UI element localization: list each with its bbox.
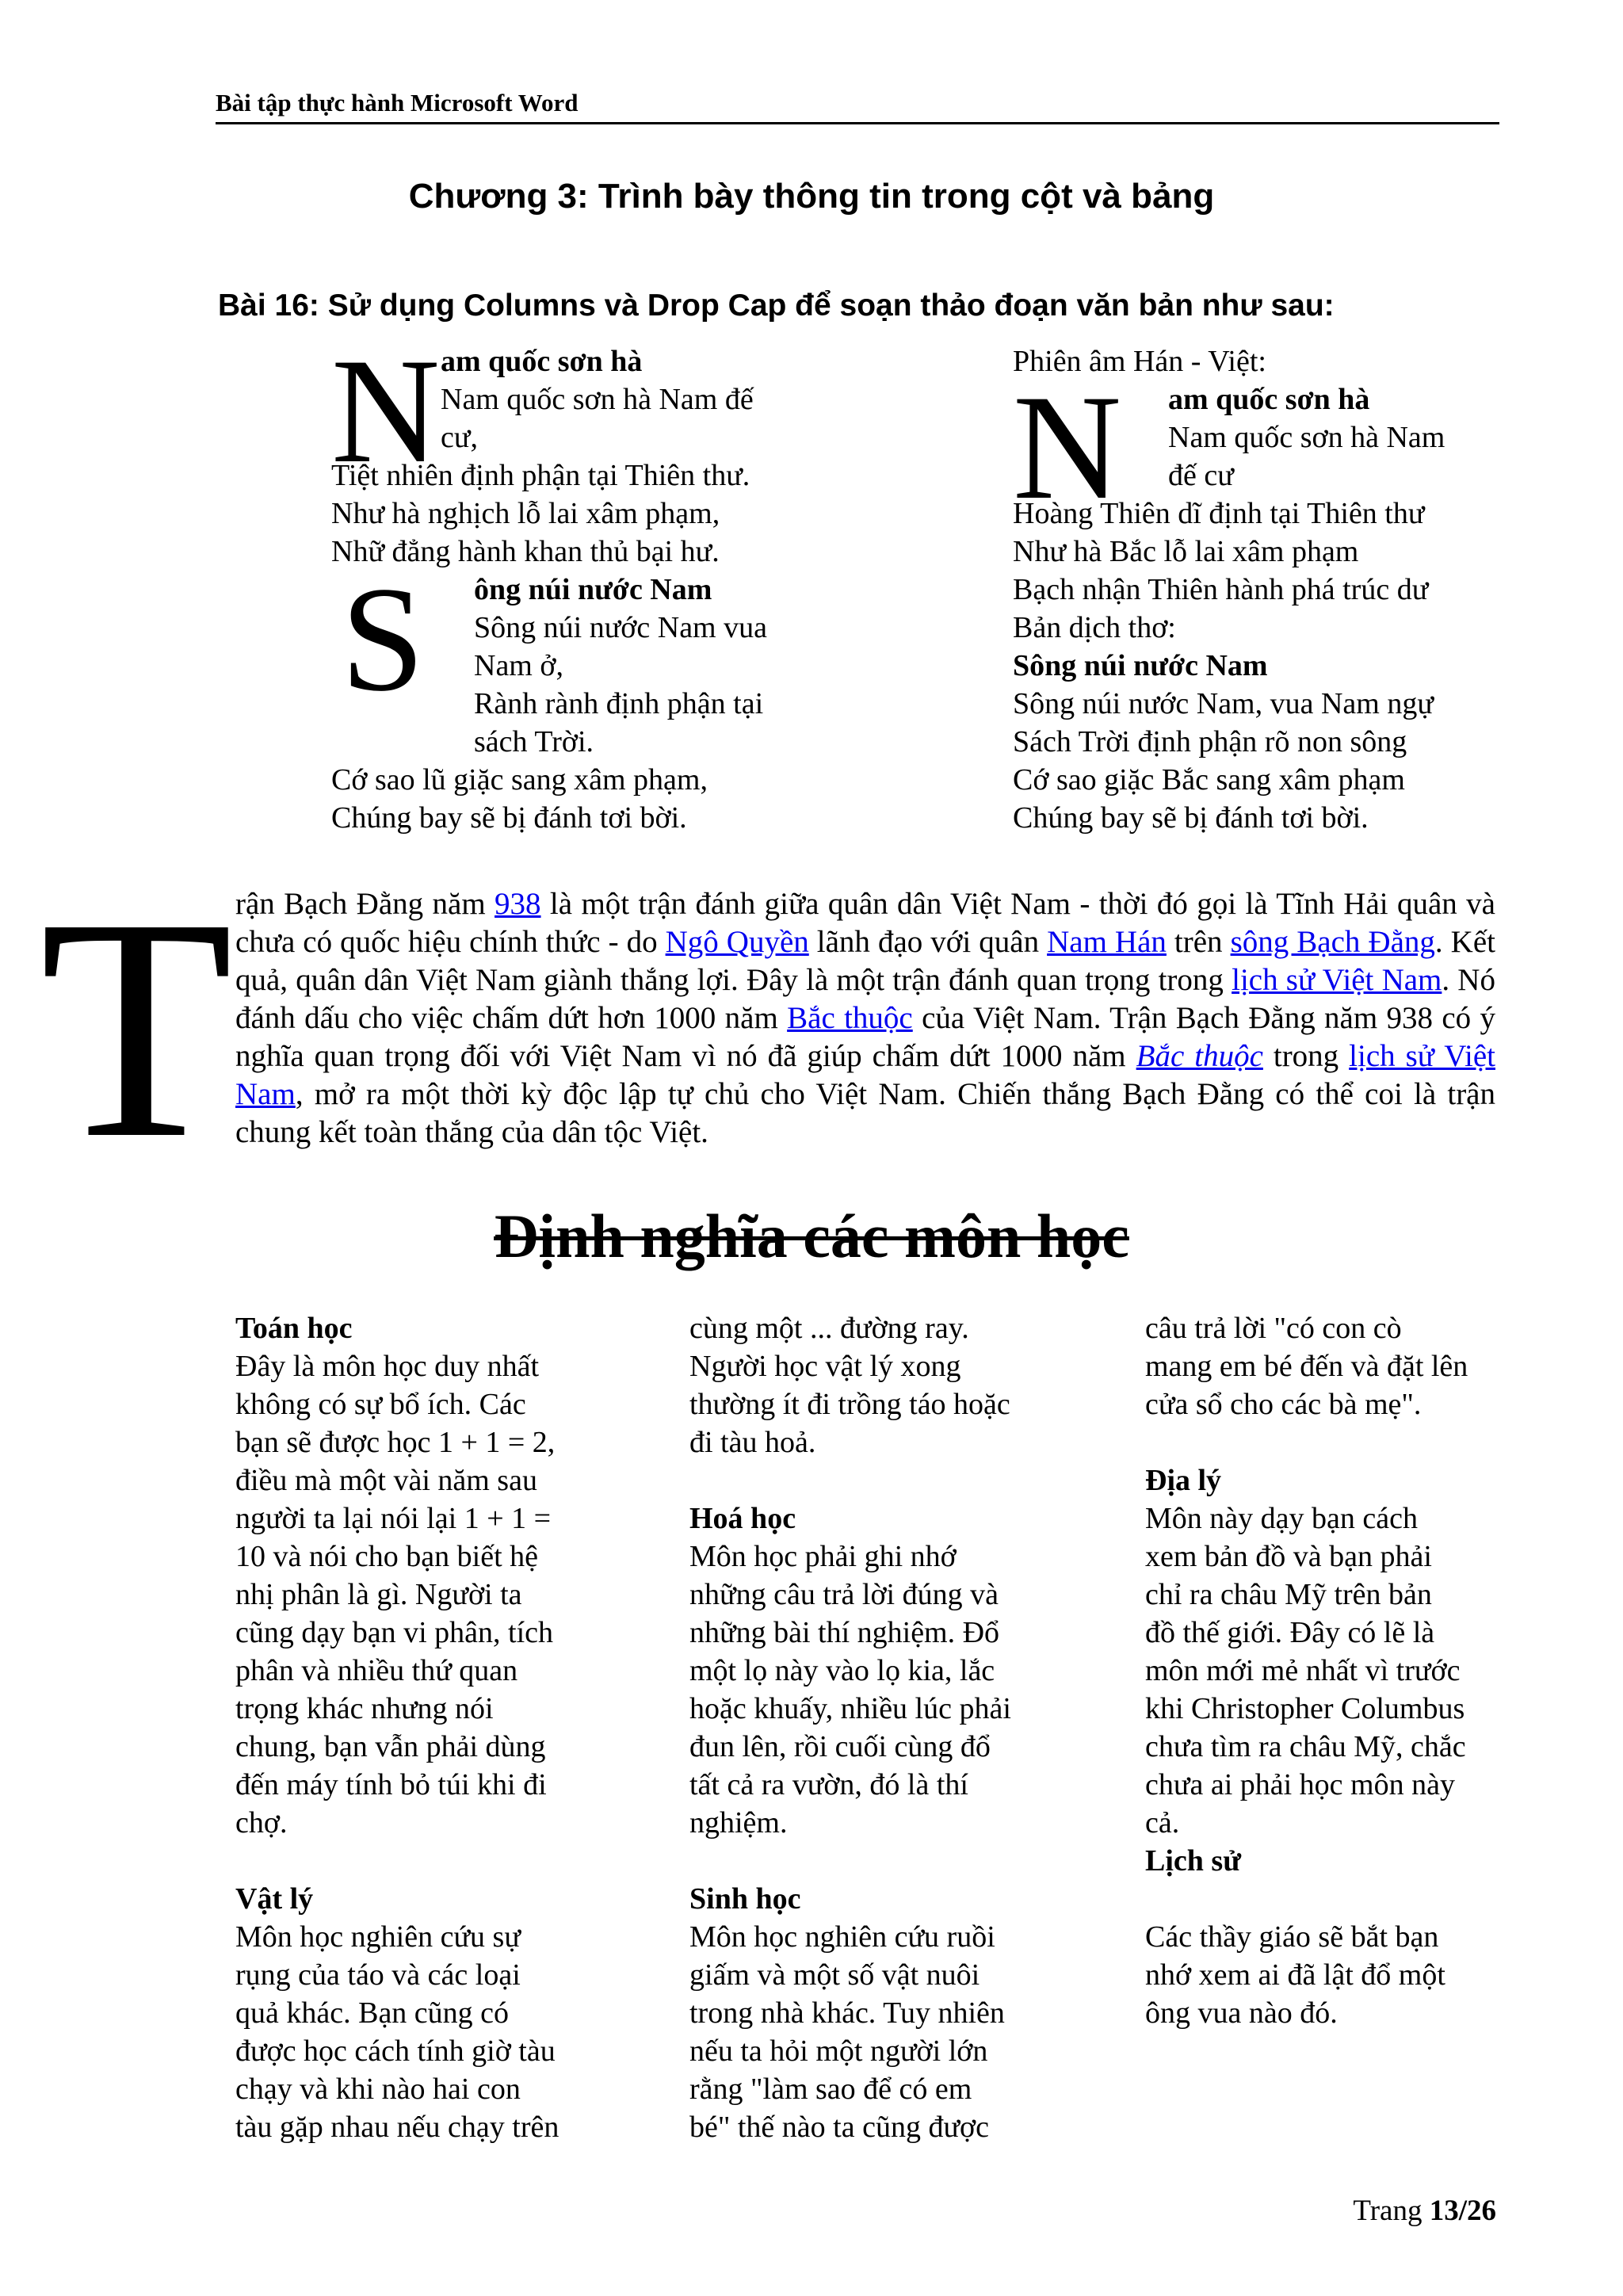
subject-text-line: nghiệm.	[689, 1806, 788, 1839]
subject-text-line: câu trả lời "có con cò	[1145, 1312, 1402, 1345]
para-text: trong	[1262, 1039, 1350, 1073]
subject-text-line: không có sự bổ ích. Các	[235, 1388, 526, 1421]
link-ngo-quyen[interactable]: Ngô Quyền	[665, 925, 809, 959]
poem-line: Bạch nhận Thiên hành phá trúc dư	[1013, 573, 1429, 606]
subject-text-line: nếu ta hỏi một người lớn	[689, 2034, 988, 2068]
poem-line: Nhữ đẳng hành khan thủ bại hư.	[331, 535, 720, 568]
subject-text-line: quả khác. Bạn cũng có	[235, 1996, 510, 2030]
subject-text-line: Đây là môn học duy nhất	[235, 1350, 540, 1383]
subject-text-line: thường ít đi trồng táo hoặc	[689, 1388, 1010, 1421]
link-938[interactable]: 938	[495, 887, 541, 921]
subject-text-line: Môn học nghiên cứu ruồi	[689, 1920, 995, 1954]
subjects-column-1	[235, 1309, 632, 2146]
subject-text-line: cả.	[1145, 1806, 1180, 1839]
link-nam-han[interactable]: Nam Hán	[1047, 925, 1167, 959]
subject-text-line: 10 và nói cho bạn biết hệ	[235, 1540, 539, 1573]
poem-line: Hoàng Thiên dĩ định tại Thiên thư	[1013, 497, 1425, 530]
subject-text-line: trong nhà khác. Tuy nhiên	[689, 1996, 1005, 2030]
poem-left-stanza1	[331, 328, 823, 533]
poem-line: Sách Trời định phận rõ non sông	[1013, 725, 1407, 758]
dropcap-n-left: N	[331, 328, 441, 495]
page-header	[216, 86, 1499, 124]
para-text: rận Bạch Đằng năm	[235, 887, 495, 921]
poem-left-title-2: ông núi nước Nam	[474, 573, 712, 606]
page-number: 13/26	[1429, 2195, 1496, 2227]
subject-text-line: Môn này dạy bạn cách	[1145, 1502, 1418, 1535]
poem-line: Chúng bay sẽ bị đánh tơi bời.	[331, 801, 687, 835]
subject-text-line: tất cả ra vườn, đó là thí	[689, 1768, 968, 1801]
subject-text-line: điều mà một vài năm sau	[235, 1464, 537, 1497]
para-text: của Việt Nam. Trận Bạch Đằng năm 938 có ý nghĩa quan trọng đối với Việt Nam vì nó đã giúp chấm dứt 1000 năm	[235, 1001, 1496, 1073]
subject-text-line: những câu trả lời đúng và	[689, 1578, 999, 1611]
link-song-bach-dang[interactable]: sông Bạch Đằng	[1230, 925, 1435, 959]
subject-text-line: Các thầy giáo sẽ bắt bạn	[1145, 1920, 1439, 1954]
blank-line	[689, 1842, 1086, 1880]
poem-line: Như hà Bắc lỗ lai xâm phạm	[1013, 535, 1359, 568]
subject-text-line: chạy và khi nào hai con	[235, 2073, 521, 2106]
subject-text-line: Môn học phải ghi nhớ	[689, 1540, 957, 1573]
subject-text-line: những bài thí nghiệm. Đổ	[689, 1616, 1000, 1649]
subject-text-line: chưa tìm ra châu Mỹ, chắc	[1145, 1730, 1466, 1763]
poem-line: Cớ sao giặc Bắc sang xâm phạm	[1013, 763, 1405, 797]
chapter-title: Chương 3: Trình bày thông tin trong cột và bảng	[408, 177, 1215, 216]
subject-text-line: một lọ này vào lọ kia, lắc	[689, 1654, 995, 1687]
subject-text-line: cũng dạy bạn vi phân, tích	[235, 1616, 554, 1649]
poem-line: cư,	[441, 421, 478, 454]
blank-line	[689, 1461, 1086, 1499]
para-text: , mở ra một thời kỳ độc lập tự chủ cho Việt Nam. Chiến thắng Bạch Đằng có thể coi là trận chung kết toàn thắng của dân tộc Việt.	[235, 1077, 1495, 1149]
subject-text-line: rằng "làm sao để có em	[689, 2073, 972, 2106]
subject-text-line: tàu gặp nhau nếu chạy trên	[235, 2111, 559, 2144]
subject-text-line: giấm và một số vật nuôi	[689, 1958, 980, 1992]
link-lich-su-viet-nam[interactable]: lịch sử Việt Nam	[1232, 963, 1442, 997]
history-paragraph	[235, 885, 1495, 1152]
poem-line: Cớ sao lũ giặc sang xâm phạm,	[331, 763, 708, 797]
blank-line	[235, 1842, 632, 1880]
translation-title: Sông núi nước Nam	[1013, 649, 1268, 682]
subject-text-line: bạn sẽ được học 1 + 1 = 2,	[235, 1426, 556, 1459]
subject-text-line: chợ.	[235, 1806, 288, 1839]
subject-text-line: môn mới mẻ nhất vì trước	[1145, 1654, 1461, 1687]
poem-line: Như hà nghịch lỗ lai xâm phạm,	[331, 497, 720, 530]
subject-text-line: người ta lại nói lại 1 + 1 =	[235, 1502, 552, 1535]
footer-prefix: Trang	[1353, 2195, 1430, 2227]
subject-text-line: đi tàu hoả.	[689, 1426, 816, 1459]
subject-text-line: hoặc khuấy, nhiều lúc phải	[689, 1692, 1011, 1725]
lesson-title: Bài 16: Sử dụng Columns và Drop Cap để soạn thảo đoạn văn bản như sau:	[218, 288, 1335, 323]
subject-text-line: đồ thế giới. Đây có lẽ là	[1145, 1616, 1435, 1649]
subject-heading: Hoá học	[689, 1502, 796, 1535]
subject-text-line: Người học vật lý xong	[689, 1350, 961, 1383]
subject-text-line: cửa sổ cho các bà mẹ".	[1145, 1388, 1422, 1421]
blank-line	[1145, 1423, 1541, 1461]
subject-heading: Địa lý	[1145, 1464, 1222, 1497]
subject-text-line: đến máy tính bỏ túi khi đi	[235, 1768, 547, 1801]
subject-text-line: khi Christopher Columbus	[1145, 1692, 1465, 1725]
poem-line: Sông núi nước Nam vua	[474, 611, 767, 644]
subject-text-line: chỉ ra châu Mỹ trên bản	[1145, 1578, 1432, 1611]
para-text: . Nó đánh dấu cho việc chấm dứt hơn 1000 năm	[235, 963, 1495, 1035]
para-text: lãnh đạo với quân	[808, 925, 1048, 959]
dropcap-s: S	[341, 556, 425, 723]
poem-line: Sông núi nước Nam, vua Nam ngự	[1013, 687, 1434, 720]
poem-line: sách Trời.	[474, 725, 594, 758]
poem-line: Rành rành định phận tại	[474, 687, 764, 720]
poem-right-column	[1013, 342, 1520, 837]
subject-text-line: mang em bé đến và đặt lên	[1145, 1350, 1468, 1383]
link-bac-thuoc-italic[interactable]: Bắc thuộc	[1136, 1039, 1263, 1073]
poem-line: Tiệt nhiên định phận tại Thiên thư.	[331, 459, 750, 492]
para-text: . Kết quả, quân dân Việt Nam giành thắng lợi. Đây là một trận đánh quan trọng trong	[235, 925, 1495, 997]
section-title: Định nghĩa các môn học	[494, 1201, 1129, 1270]
poem-line: Bản dịch thơ:	[1013, 611, 1176, 644]
para-text: trên	[1166, 925, 1231, 959]
poem-line: Nam ở,	[474, 649, 563, 682]
subject-text-line: cùng một ... đường ray.	[689, 1312, 969, 1345]
poem-right-title: am quốc sơn hà	[1168, 383, 1370, 416]
poem-line: đế cư	[1168, 459, 1234, 492]
subject-text-line: phân và nhiều thứ quan	[235, 1654, 518, 1687]
subject-text-line: nhị phân là gì. Người ta	[235, 1578, 522, 1611]
subjects-column-3	[1145, 1309, 1541, 2032]
subject-text-line: chưa ai phải học môn này	[1145, 1768, 1455, 1801]
link-bac-thuoc[interactable]: Bắc thuộc	[787, 1001, 913, 1035]
subjects-column-2	[689, 1309, 1086, 2146]
dropcap-t: T	[40, 853, 234, 1204]
subject-text-line: trọng khác nhưng nói	[235, 1692, 494, 1725]
para-text: là một trận đánh giữa quân dân Việt Nam - thời đó gọi là Tĩnh Hải quân và chưa có quốc hiệu chính thức - do	[235, 887, 1495, 959]
link-lich-su-viet-nam-2[interactable]: lịch sử Việt Nam	[235, 1039, 1496, 1111]
subject-text-line: nhớ xem ai đã lật đổ một	[1145, 1958, 1445, 1992]
subject-heading: Sinh học	[689, 1882, 801, 1916]
page-footer	[1353, 2193, 1496, 2229]
subject-heading: Vật lý	[235, 1882, 314, 1916]
subject-heading: Toán học	[235, 1312, 353, 1345]
poem-left-stanza2	[331, 556, 823, 761]
subject-text-line: bé" thế nào ta cũng được	[689, 2111, 990, 2144]
subject-text-line: chung, bạn vẫn phải dùng	[235, 1730, 546, 1763]
poem-left-column	[331, 328, 823, 837]
subject-text-line: Môn học nghiên cứu sự	[235, 1920, 521, 1954]
blank-line	[1145, 1880, 1541, 1918]
poem-line: Nam quốc sơn hà Nam đế	[441, 383, 754, 416]
dropcap-n-right: N	[1013, 365, 1122, 531]
subject-text-line: ông vua nào đó.	[1145, 1996, 1338, 2030]
poem-left-title: am quốc sơn hà	[441, 345, 643, 378]
poem-right-intro: Phiên âm Hán - Việt:	[1013, 345, 1266, 378]
subject-text-line: đun lên, rồi cuối cùng đổ	[689, 1730, 991, 1763]
poem-line: Chúng bay sẽ bị đánh tơi bời.	[1013, 801, 1369, 835]
header-title: Bài tập thực hành Microsoft Word	[216, 89, 579, 117]
subject-text-line: rụng của táo và các loại	[235, 1958, 521, 1992]
subject-heading: Lịch sử	[1145, 1844, 1241, 1878]
subject-text-line: được học cách tính giờ tàu	[235, 2034, 556, 2068]
subject-text-line: xem bản đồ và bạn phải	[1145, 1540, 1432, 1573]
poem-line: Nam quốc sơn hà Nam	[1168, 421, 1445, 454]
